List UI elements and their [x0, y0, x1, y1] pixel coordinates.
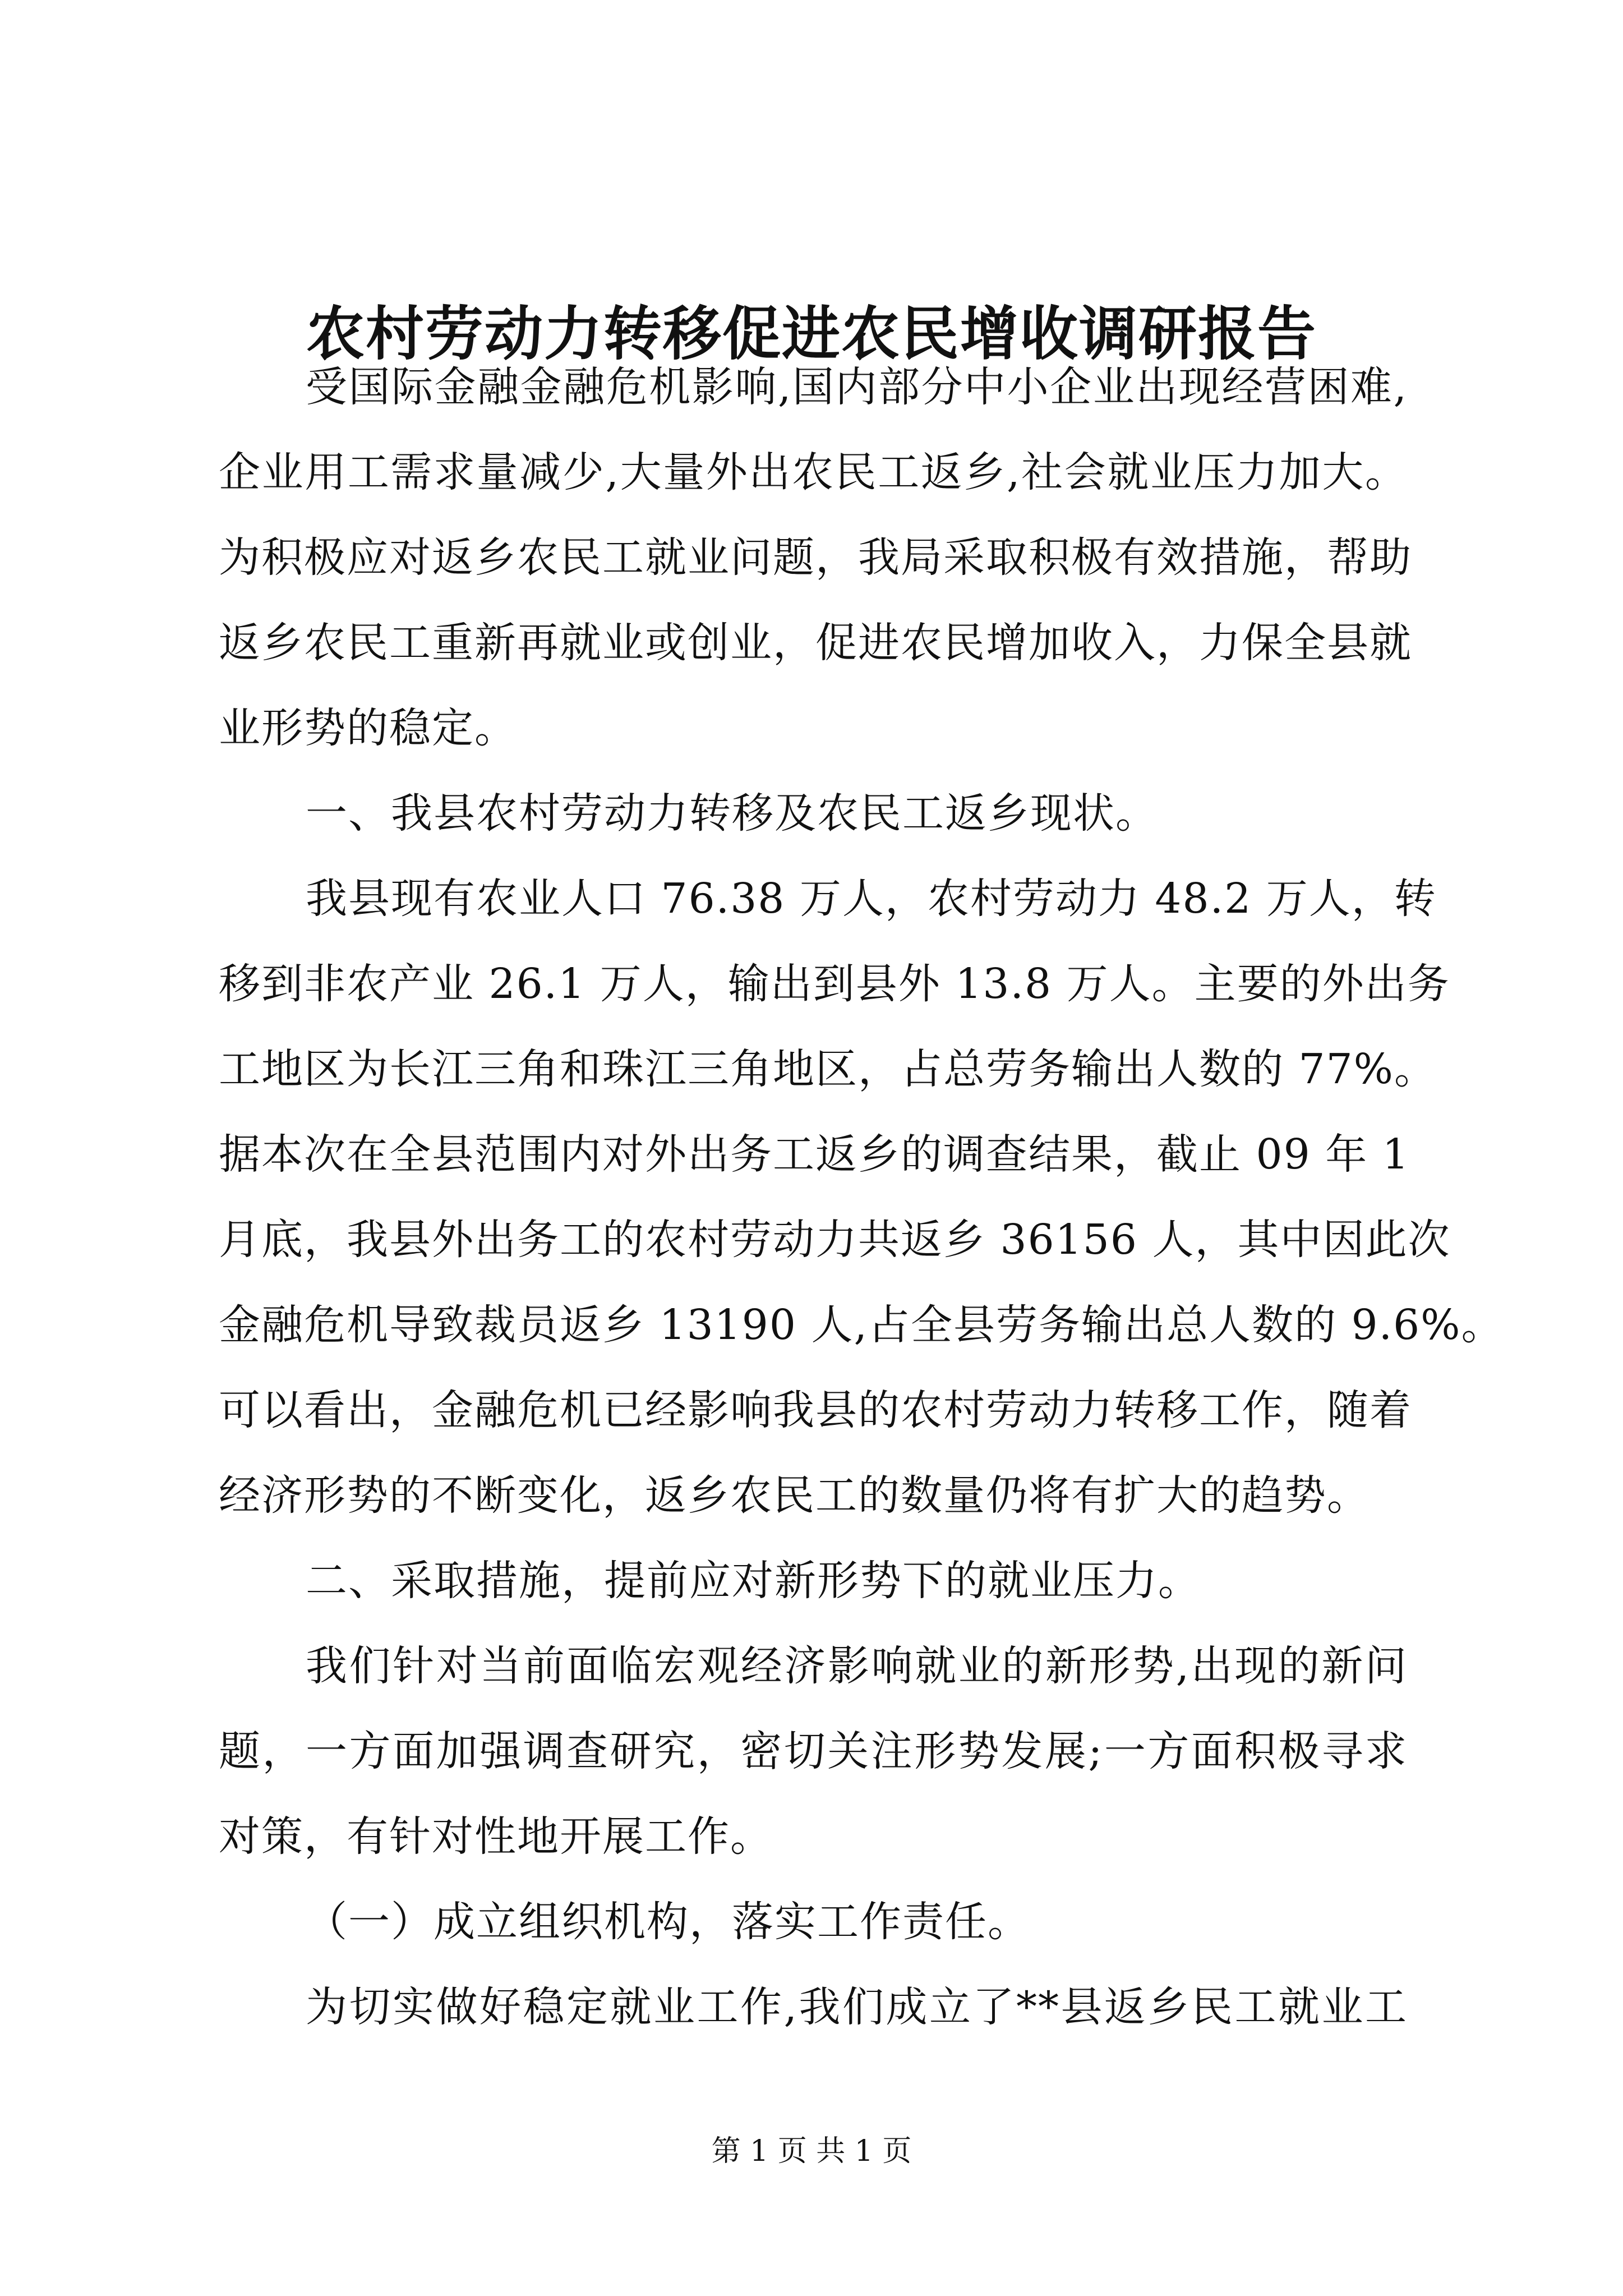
subsection-heading: （一）成立组织机构，落实工作责任。 [306, 1898, 1030, 1946]
body-line: 据本次在全县范围内对外出务工返乡的调查结果，截止 09 年 1 [219, 1130, 1410, 1179]
body-line: 对策，有针对性地开展工作。 [219, 1812, 773, 1861]
body-line: 为积极应对返乡农民工就业问题，我局采取积极有效措施，帮助 [219, 533, 1412, 582]
body-line: 移到非农产业 26.1 万人，输出到县外 13.8 万人。主要的外出务 [219, 960, 1450, 1008]
body-line: 可以看出，金融危机已经影响我县的农村劳动力转移工作，随着 [219, 1386, 1412, 1434]
section-heading: 二、采取措施，提前应对新形势下的就业压力。 [306, 1557, 1201, 1605]
body-line: 受国际金融金融危机影响,国内部分中小企业出现经营困难, [306, 363, 1408, 411]
section-heading: 一、我县农村劳动力转移及农民工返乡现状。 [306, 789, 1158, 838]
body-line: 工地区为长江三角和珠江三角地区，占总劳务输出人数的 77%。 [219, 1045, 1437, 1093]
body-line: 月底，我县外出务工的农村劳动力共返乡 36156 人，其中因此次 [219, 1216, 1451, 1264]
body-line: 为切实做好稳定就业工作,我们成立了**县返乡民工就业工 [306, 1983, 1408, 2031]
page-footer: 第 1 页 共 1 页 [711, 2134, 912, 2168]
document-title: 农村劳动力转移促进农民增收调研报告 [306, 299, 1317, 368]
body-line: 业形势的稳定。 [219, 704, 517, 752]
body-line: 金融危机导致裁员返乡 13190 人,占全县劳务输出总人数的 9.6%。 [219, 1301, 1504, 1349]
body-line: 企业用工需求量减少,大量外出农民工返乡,社会就业压力加大。 [219, 448, 1408, 496]
body-line: 我县现有农业人口 76.38 万人，农村劳动力 48.2 万人，转 [306, 875, 1437, 923]
body-line: 我们针对当前面临宏观经济影响就业的新形势,出现的新问 [306, 1642, 1408, 1690]
body-line: 返乡农民工重新再就业或创业，促进农民增加收入，力保全县就 [219, 619, 1412, 667]
body-line: 题，一方面加强调查研究，密切关注形势发展;一方面积极寻求 [219, 1727, 1408, 1775]
body-line: 经济形势的不断变化，返乡农民工的数量仍将有扩大的趋势。 [219, 1471, 1370, 1520]
